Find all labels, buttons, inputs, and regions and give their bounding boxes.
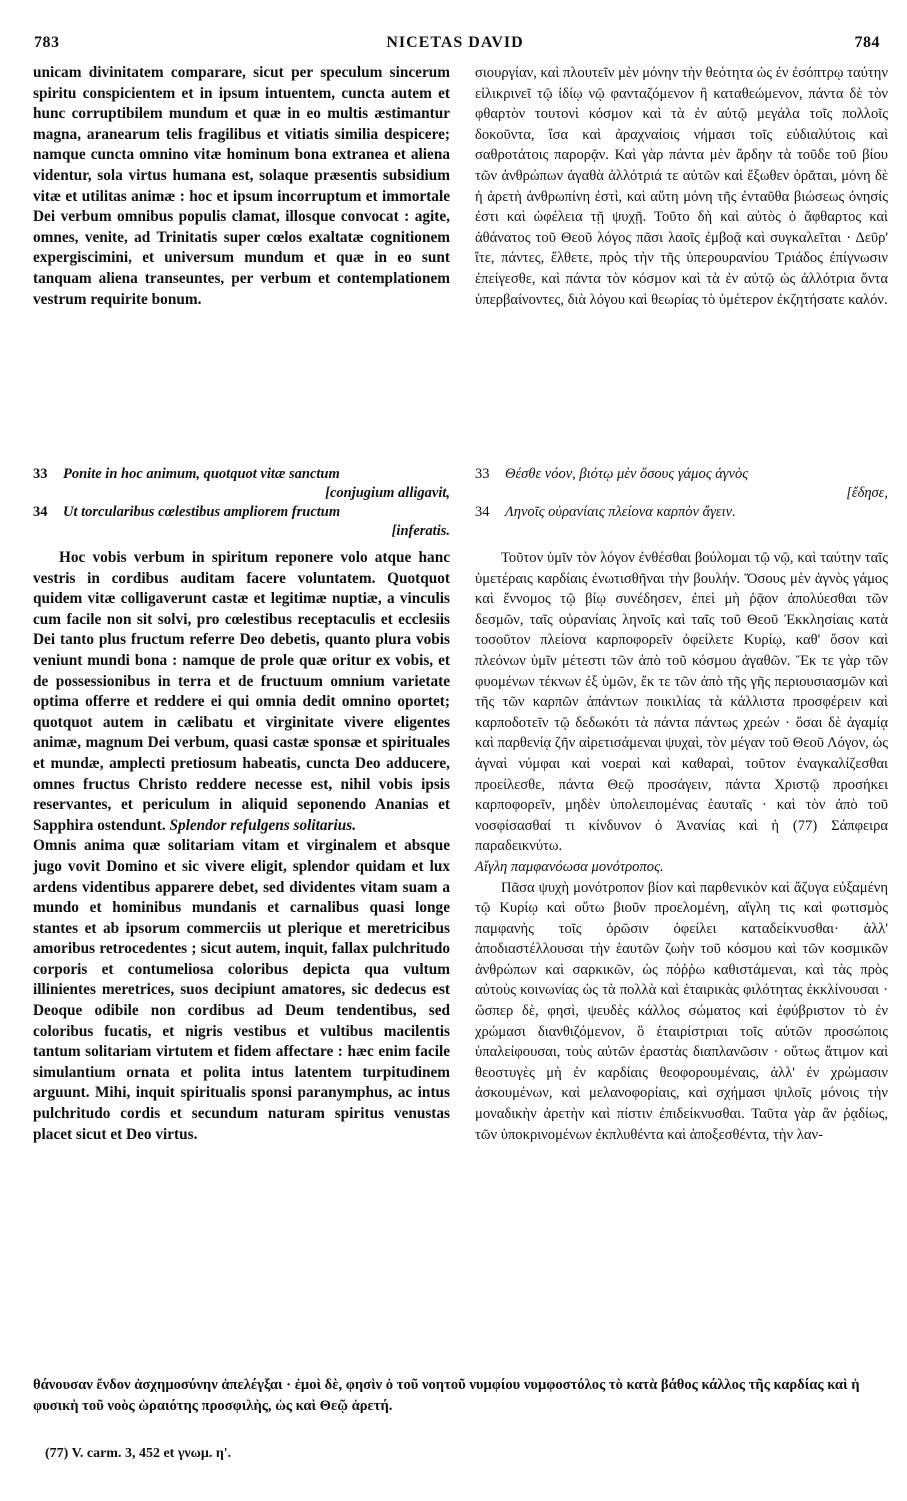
greek-continuation: [33, 1375, 888, 1416]
latin-verse-33-cont: [conjugium alligavit,: [325, 485, 450, 501]
latin-verse-number-34: 34: [33, 504, 48, 520]
greek-text-1: σιουργίαν, καὶ πλουτεῖν μὲν μόνην τὴν θεότητα ὡς ἐν ἐσόπτρῳ ταύτην εἰλικρινεῖ τῷ ἰδίῳ νῷ φανταζόμενον ἢ καταθεώμενον, πάντα δὲ τὸν φθαρτὸν τουτονὶ κόσμον καὶ τὰ ἐν αὐτῷ μεγάλα τοῖς πολλοῖς δοκοῦντα, ἴσα καὶ ἀραχναίοις νήμασι τοῖς εὐδιαλύτοις καὶ σαθροτάτοις παρορᾷν. Καὶ γὰρ πάντα μὲν ἄρδην τὰ τοῦδε τοῦ βίου τῶν ἀνθρώπων ἀγαθὰ ἀλλότριά τε αὐτῶν καὶ ἔξωθεν ὁρᾶται, μόνη δὲ ἡ ἀρετὴ ἀνθρωπίνη ἐστὶ, καὶ αὕτη μόνη τῆς ἐνταῦθα βιώσεως ὀνησίς ἐστι καὶ ὠφέλεια τῇ ψυχῇ. Τοῦτο δὴ καὶ αὐτὸς ὁ ἄφθαρτος καὶ ἀθάνατος τοῦ Θεοῦ λόγος πᾶσι λαοῖς ἐμβοᾷ καὶ συγκαλεῖται · Δεῦρ' ἴτε, πάντες, ἔλθετε, πρὸς τὴν τῆς ὑπερουρανίου Τριάδος ἐπίγνωσιν ἐπείγεσθε, καὶ πάντα τὸν κόσμον καὶ τὰ ἐν αὐτῷ ὡς ἀλλότρια ὄντα ὑπερβαίνοντες, διὰ λόγου καὶ θεωρίας τὸ ὑμέτερον ἐκζητήσατε καλόν.: [475, 65, 889, 308]
running-title: NICETAS DAVID: [386, 34, 524, 51]
page-number-left: 783: [34, 34, 60, 51]
greek-verse-33-cont: [ἔδησε,: [846, 485, 888, 501]
latin-text-1: unicam divinitatem comparare, sicut per speculum sincerum spiritu conspicientem et in ipsum intuentem, cuncta autem et hunc corruptibilem mundum et quæ in eo multis æstimantur magna, aranearum telis fragilibus et vitiatis similia despicere; namque cuncta omnino vitæ hominum bona extranea et aliena videntur, sola virtus humana est, solaque præsentis subsidium vitæ et utilitas animæ : hoc et ipsum incorruptum et immortale Dei verbum omnibus populis clamat, illosque convocat : agite, omnes, venite, ad Trinitatis super cœlos exaltatæ cognitionem expergiscimini, et universum mundum et quæ in eo sunt tanquam aliena transeuntes, per verbum et contemplationem vestrum requirite bonum.: [33, 64, 450, 308]
greek-paragraph-1: [475, 63, 888, 310]
latin-paragraph-2: [33, 548, 450, 1145]
greek-verse-number-34: 34: [475, 504, 490, 520]
greek-text-3: Πᾶσα ψυχὴ μονότροπον βίον καὶ παρθενικὸν καὶ ἄζυγα εὐξαμένη τῷ Κυρίῳ καὶ οὕτω βιοῦν προελομένη, αἴγλη τις καὶ φωτισμὸς παμφανὴς τοῖς ὁρῶσιν ὀφείλει καταδείκνυσθαι· ἀλλ' ἀποδιαστέλλουσαι τὴν ἑαυτῶν ζωὴν τοῦ κόσμου καὶ τῶν κοσμικῶν ἀνθρώπων καὶ σαρκικῶν, ὡς πόῤῥω καθιστάμεναι, καὶ τὰς πρὸς αὐτοὺς κοινωνίας ὡς τὰ πολλὰ καὶ ἑταιρικὰς φιλότητας ἐκκλίνουσαι · ὥσπερ δὲ, φησὶ, ψευδὲς κάλλος σώματος καὶ ἐφύβριστον τὸ ἐν χρώμασι διανθιζόμενον, ὃ ἑταιρίστριαι τοῖς αὐτῶν προσώποις ὑπαλείφουσαι, τοὺς αὐτῶν ἐραστὰς διαπλανῶσιν · οὕτως ἄτιμον καὶ θεοστυγὲς μὴ ἐν καρδίαις θεοφορουμέναις, ἀλλ' ἐν χρώμασιν ἀσκουμένων, καὶ μελανοφορίαις, καὶ σχήμασι ψιλοῖς μόνοις τὴν μοναδικὴν ἀρετὴν καὶ πίστιν ἐπιδείκνυσθαι. Ταῦτα γὰρ ἂν ῥᾳδίως, τῶν ὑποκρινομένων ἐκπλυθέντα καὶ ἀποξεσθέντα, τὴν λαν-: [475, 879, 888, 1143]
page-number-right: 784: [854, 34, 880, 51]
greek-verse-33: Θέσθε νόον, βιότῳ μὲν ὅσους γάμος ἁγνὸς: [505, 466, 749, 482]
greek-verses: [475, 465, 888, 522]
latin-text-3: Omnis anima quæ solitariam vitam et virginalem et absque jugo vovit Domino et sic vivere eligit, splendor quidam et lux ardens videntibus apparere debet, sed dividentes vitam suam a mundo et hominibus mundanis et carnalibus quasi longe stantes et ab ipsorum commerciis ut plerique et meretricibus amoribus retrocedentes ; sicut autem, inquit, fallax pulchritudo corporis et contumeliosa coloribus depicta qua vultum illinientes meretrices, suos decipiunt amatores, sic dedecus est Deoque odibile non cordibus ad Deum tendentibus, sed coloribus fucatis, et nigris vestibus et vultibus macilentis tantum solitariam virtutem et fidem affectare : hæc enim facile simulantium ornata et polita intus latentem turpitudinem arguunt. Mihi, inquit spiritualis sponsi paranymphus, ac intus pulchritudo cordis et secundum naturam spiritus venustas placet sicut et Deo virtus.: [33, 837, 450, 1143]
running-header: [30, 34, 880, 56]
greek-section-heading: Αἴγλη παμφανόωσα μονότροπος.: [475, 858, 664, 875]
latin-verse-34-cont: [inferatis.: [391, 523, 450, 539]
latin-verses: [33, 465, 450, 541]
latin-verse-33: Ponite in hoc animum, quotquot vitæ sanctum: [63, 466, 340, 482]
greek-verse-34: Ληνοῖς οὐρανίαις πλείονα καρπὸν ἄγειν.: [505, 504, 736, 520]
latin-verse-number-33: 33: [33, 466, 48, 482]
greek-continuation-text: θάνουσαν ἔνδον ἀσχημοσύνην ἀπελέγξαι · ἐμοὶ δὲ, φησὶν ὁ τοῦ νοητοῦ νυμφίου νυμφοστόλος τὸ κατὰ βάθος κάλλος τῆς καρδίας καὶ ἡ φυσικὴ τοῦ νοὸς ὡραιότης προσφιλὴς, ὡς καὶ Θεῷ ἀρετή.: [33, 1377, 860, 1414]
greek-text-2: Τοῦτον ὑμῖν τὸν λόγον ἐνθέσθαι βούλομαι τῷ νῷ, καὶ ταύτην ταῖς ὑμετέραις καρδίαις ἐνωτισθῆναι τὴν βουλήν. Ὅσους μὲν ἁγνὸς γάμος καὶ ἔννομος τῷ βίῳ συνέδησεν, ἐπεὶ μὴ ῥᾷον ἀπολύεσθαι τῶν δεσμῶν, ταῖς οὐρανίαις ληνοῖς καὶ ταῖς τοῦ Θεοῦ Ἐκκλησίαις κατὰ τοσοῦτον πλείονα καρποφορεῖν ὀφείλετε Κυρίῳ, καθ' ὅσον καὶ πλεόνων ὑμῖν μέτεστι τῶν ἀπὸ τοῦ κόσμου ἀγαθῶν. Ἔκ τε γὰρ τῶν φυομένων τέκνων ἐξ ὑμῶν, ἔκ τε τῶν ἀπὸ τῆς γῆς περιουσιασμῶν καὶ τῆς τῶν καρπῶν ἁπάντων ποικιλίας τὰ κάλλιστα προσφέρειν καὶ καρποδοτεῖν τῷ δεδωκότι τὰ πάντα πάντως χρεών · ὅσαι δὲ ἀγαμίᾳ καὶ παρθενίᾳ ζῆν αἱρετισάμεναι ψυχαὶ, τὸν μέγαν τοῦ Θεοῦ Λόγον, ὡς ἁγναὶ νύμφαι καὶ νοεραὶ καὶ καθαραὶ, τοῦτον ἐναγκαλίζεσθαι προείλεσθε, πάντα Θεῷ προσάγειν, πάντα Χριστῷ προσήκει καρποφορεῖν, μηδὲν ὑπολειπομένας ἑαυταῖς · καὶ τὸν ἀπὸ τοῦ νοσφίσασθαί τι κίνδυνον ὁ Ἀνανίας καὶ ἡ (77) Σάπφειρα παραδεικνύτω.: [475, 550, 888, 855]
footnote: (77) V. carm. 3, 452 et γνωμ. η'.: [45, 1446, 232, 1461]
greek-paragraph-2: [475, 548, 888, 1145]
latin-paragraph-1: [33, 63, 450, 310]
greek-verse-number-33: 33: [475, 466, 490, 482]
latin-verse-34: Ut torcularibus cœlestibus ampliorem fructum: [63, 504, 341, 520]
latin-text-2: Hoc vobis verbum in spiritum reponere volo atque hanc vestris in cordibus auditam facere voluntatem. Quotquot quidem vitæ colligaverunt castæ et legitimæ nuptiæ, a vinculis cum facile non sit solvi, pro cœlestibus receptaculis et ecclesiis Dei tanto plus fructum referre Deo debetis, quanto plura vobis veniunt mundi bona : namque de prole quæ oritur ex vobis, et de possessionibus in terra et de fructuum omnium varietate optima offerre et reddere ei qui omnia dedit omnino oportet; quotquot autem in cælibatu et virginitate vivere eligentes animæ, magnum Dei verbum, quasi castæ sponsæ et spirituales et mundæ, amplecti pretiosum habeatis, cuncta Deo adducere, omnes fructus Christo reddere necesse est, nihil vobis ipsis reservantes, et periculum in aliquid seponendo Ananias et Sapphira ostendunt.: [33, 549, 450, 834]
latin-section-heading: Splendor refulgens solitarius.: [169, 816, 357, 834]
